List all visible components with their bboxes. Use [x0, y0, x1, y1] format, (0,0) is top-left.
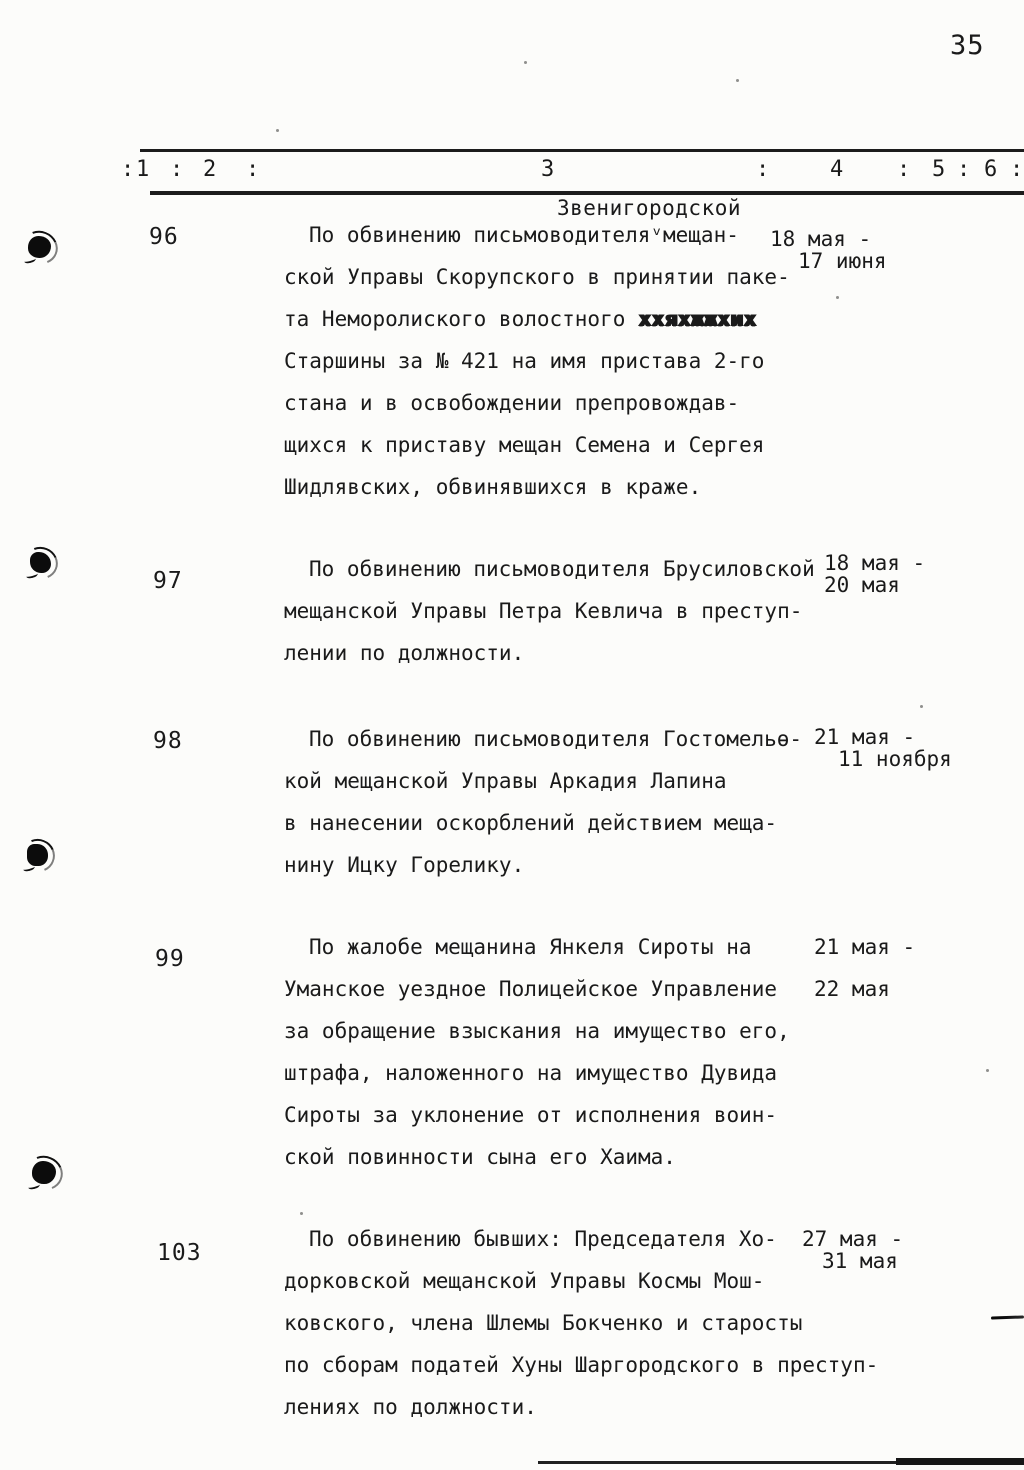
- date-range-end: 20 мая: [824, 573, 900, 597]
- entry-text-line: штрафа, наложенного на имущество Дувида: [284, 1061, 778, 1085]
- date-range-end: 11 ноября: [838, 747, 952, 771]
- entry-text-line: в нанесении оскорблений действием меща-: [284, 811, 778, 835]
- column-separator: :: [246, 157, 260, 182]
- entry-text-line: По жалобе мещанина Янкеля Сироты на: [309, 935, 752, 959]
- column-header-6: 6: [984, 157, 998, 182]
- entry-text-line: стана и в освобождении препровождав-: [284, 391, 740, 415]
- margin-dash-mark: [991, 1315, 1024, 1319]
- entry-text-line: по сборам податей Хуны Шаргородского в преступ-: [284, 1353, 879, 1377]
- entry-text-line: По обвинению письмоводителяᵛмещан-: [309, 223, 739, 247]
- entry-text-line: ской повинности сына его Хаима.: [284, 1145, 676, 1169]
- entry-text-line: лениях по должности.: [284, 1395, 537, 1419]
- ink-blot: [27, 844, 48, 866]
- entry-text-line: ковского, члена Шлемы Бокченко и старосты: [284, 1311, 803, 1335]
- date-range-start: 21 мая -: [814, 725, 916, 749]
- column-header-2: 2: [203, 157, 217, 182]
- column-separator: :: [897, 157, 911, 182]
- date-range-start: 27 мая -: [802, 1227, 904, 1251]
- scan-speck: [986, 1069, 989, 1072]
- entry-description: [284, 214, 790, 508]
- entry-description: [284, 548, 815, 674]
- entry-number: 96: [149, 224, 179, 250]
- entry-text-line: Шидлявских, обвинявшихся в краже.: [284, 475, 702, 499]
- column-header-5: 5: [932, 157, 946, 182]
- entry-text-line: По обвинению письмоводителя Гостомельѳ-: [309, 727, 803, 751]
- entry-text-line: ской Управы Скорупского в принятии паке-: [284, 265, 790, 289]
- column-header-3: 3: [541, 157, 555, 182]
- entry-text-line: Сироты за уклонение от исполнения воин-: [284, 1103, 778, 1127]
- column-separator: :: [121, 157, 135, 182]
- entry-text-line: Уманское уездное Полицейское Управление: [284, 977, 778, 1001]
- column-header-4: 4: [830, 157, 844, 182]
- scan-speck: [920, 705, 923, 708]
- entry-description: [284, 1218, 878, 1428]
- scan-speck: [276, 129, 279, 132]
- entry-description: [284, 718, 802, 886]
- entry-text-line: нину Ицку Горелику.: [284, 853, 525, 877]
- continuation-header: Звенигородской: [557, 196, 742, 220]
- entry-description: [284, 926, 790, 1178]
- ink-blot: [30, 552, 51, 573]
- scan-speck: [736, 79, 739, 82]
- column-separator: :: [957, 157, 971, 182]
- entry-text-line: мещанской Управы Петра Кевлича в преступ-: [284, 599, 803, 623]
- ink-blot: [32, 1161, 56, 1184]
- date-range-start: 18 мая -: [770, 227, 872, 251]
- date-range-start: 21 мая -: [814, 935, 916, 959]
- scan-speck: [300, 1212, 303, 1215]
- entry-number: 99: [155, 946, 185, 972]
- bottom-edge-rule-thick: [896, 1458, 1024, 1465]
- date-range-end: 22 мая: [814, 977, 890, 1001]
- entry-number: 103: [157, 1240, 202, 1266]
- entry-text-segment: та Неморолиского волостного: [284, 307, 626, 331]
- entry-text-line: кой мещанской Управы Аркадия Лапина: [284, 769, 727, 793]
- column-separator: :: [756, 157, 770, 182]
- entry-text-line: По обвинению бывших: Председателя Хо-: [309, 1227, 777, 1251]
- column-separator: :: [1010, 157, 1024, 182]
- entry-text-line: Старшины за № 421 на имя пристава 2-го: [284, 349, 765, 373]
- date-range-end: 17 июня: [798, 249, 887, 273]
- ink-blot: [28, 236, 51, 258]
- entry-text-line: лении по должности.: [284, 641, 525, 665]
- column-separator: :: [170, 157, 184, 182]
- date-range-start: 18 мая -: [824, 551, 926, 575]
- date-range-end: 31 мая: [822, 1249, 898, 1273]
- entry-text-line: щихся к приставу мещан Семена и Сергея: [284, 433, 765, 457]
- scan-speck: [836, 296, 839, 299]
- entry-number: 97: [153, 568, 183, 594]
- table-rule-bottom: [150, 191, 1024, 195]
- table-rule-top: [140, 149, 1024, 152]
- entry-number: 98: [153, 728, 183, 754]
- scan-speck: [524, 61, 527, 64]
- page-number: 35: [950, 30, 985, 61]
- entry-text-line: дорковской мещанской Управы Космы Мош-: [284, 1269, 765, 1293]
- entry-text-line: за обращение взыскания на имущество его,: [284, 1019, 790, 1043]
- entry-text-line: [284, 298, 790, 340]
- column-header-1: 1: [136, 157, 150, 182]
- entry-text-line: По обвинению письмоводителя Брусиловской: [309, 557, 815, 581]
- struck-out-text: ххяхжжхих: [638, 307, 757, 331]
